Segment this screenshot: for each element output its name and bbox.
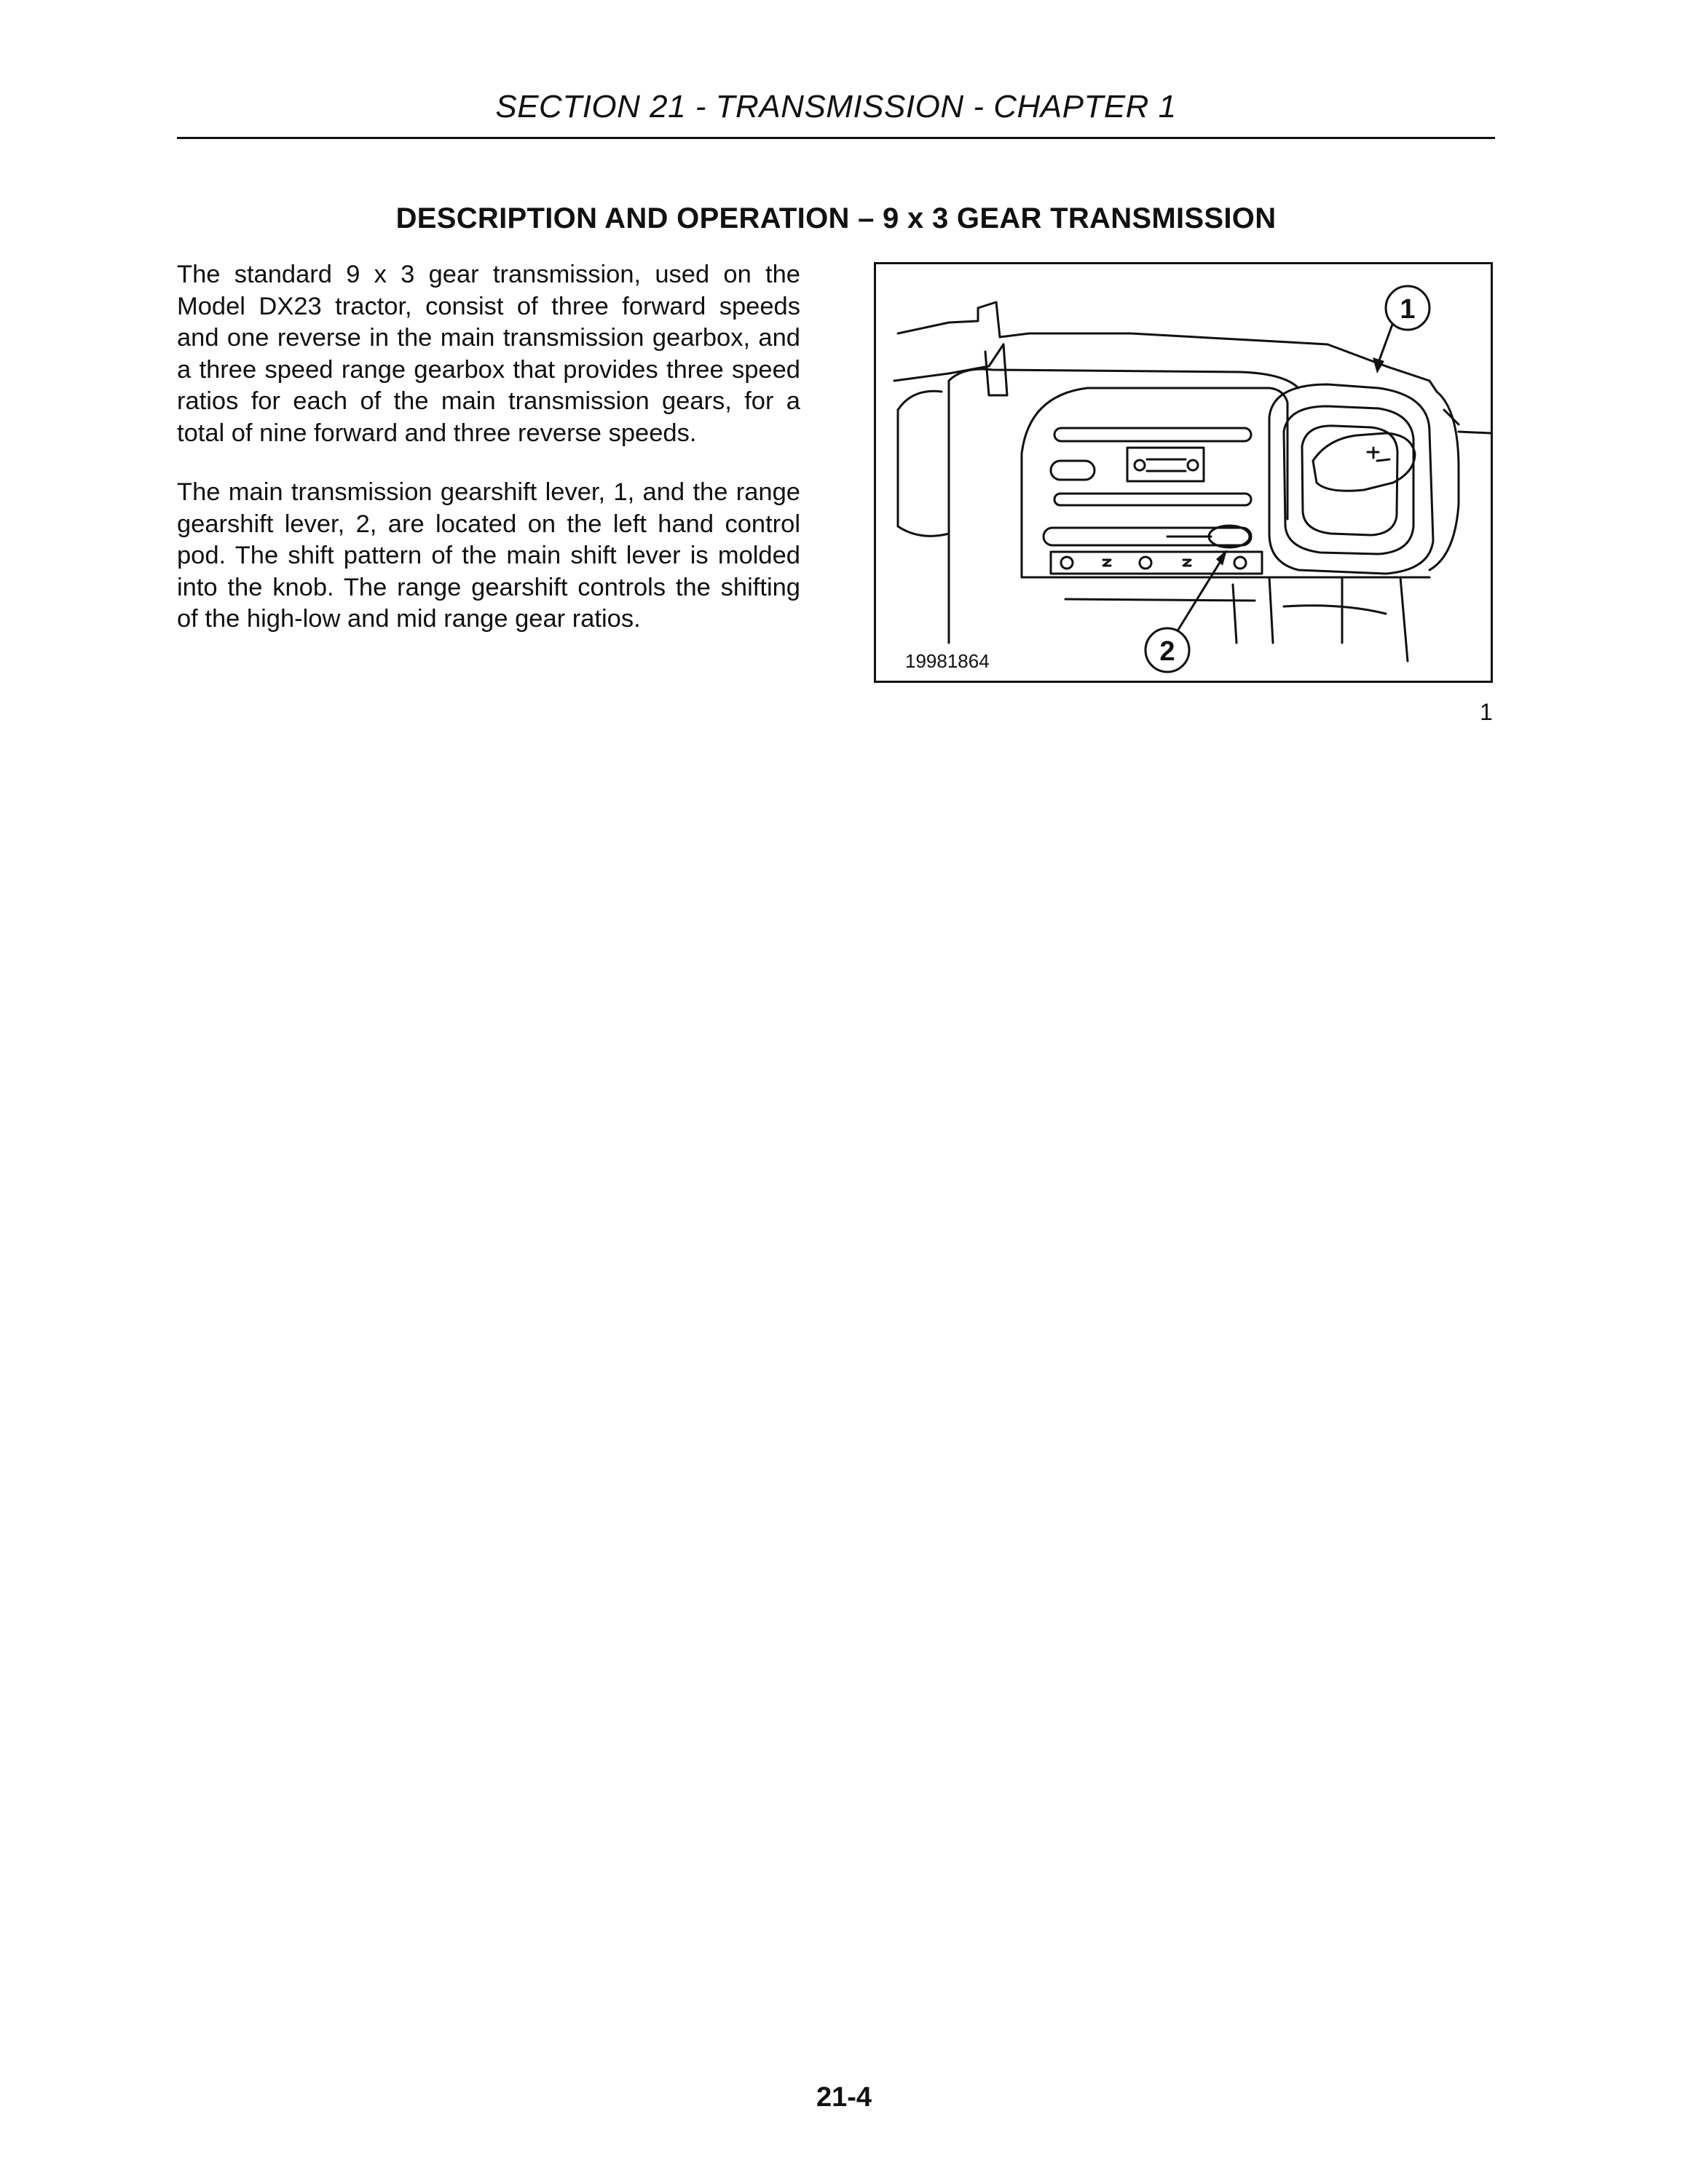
paragraph-1: The standard 9 x 3 gear transmission, used on the Model DX23 tractor, consist of three forward speeds and one reverse in the main transmission gearbox, and a three speed range gearbox that provides three speed ratios for each of the main transmission gears, for a total of nine forward and three reverse speeds.	[177, 261, 800, 447]
callout-1: 1	[1400, 294, 1416, 325]
control-pod-drawing	[876, 264, 1493, 683]
callout-2: 2	[1159, 636, 1175, 667]
figure-number: 1	[1480, 699, 1493, 725]
header-divider	[177, 137, 1495, 139]
paragraph-2: The main transmission gearshift lever, 1, and the range gearshift lever, 2, are located on the left hand control pod. The shift pattern of the main shift lever is molded into the knob. The range gearshift controls the shifting of the high-low and mid range gear ratios.	[177, 478, 800, 633]
section-header: SECTION 21 - TRANSMISSION - CHAPTER 1	[495, 89, 1177, 124]
body-text	[177, 259, 800, 663]
figure-image-id: 19981864	[905, 650, 990, 672]
page-number: 21-4	[816, 2082, 872, 2113]
control-pod-illustration	[874, 262, 1493, 683]
page-title: DESCRIPTION AND OPERATION – 9 x 3 GEAR TRANSMISSION	[395, 202, 1277, 234]
